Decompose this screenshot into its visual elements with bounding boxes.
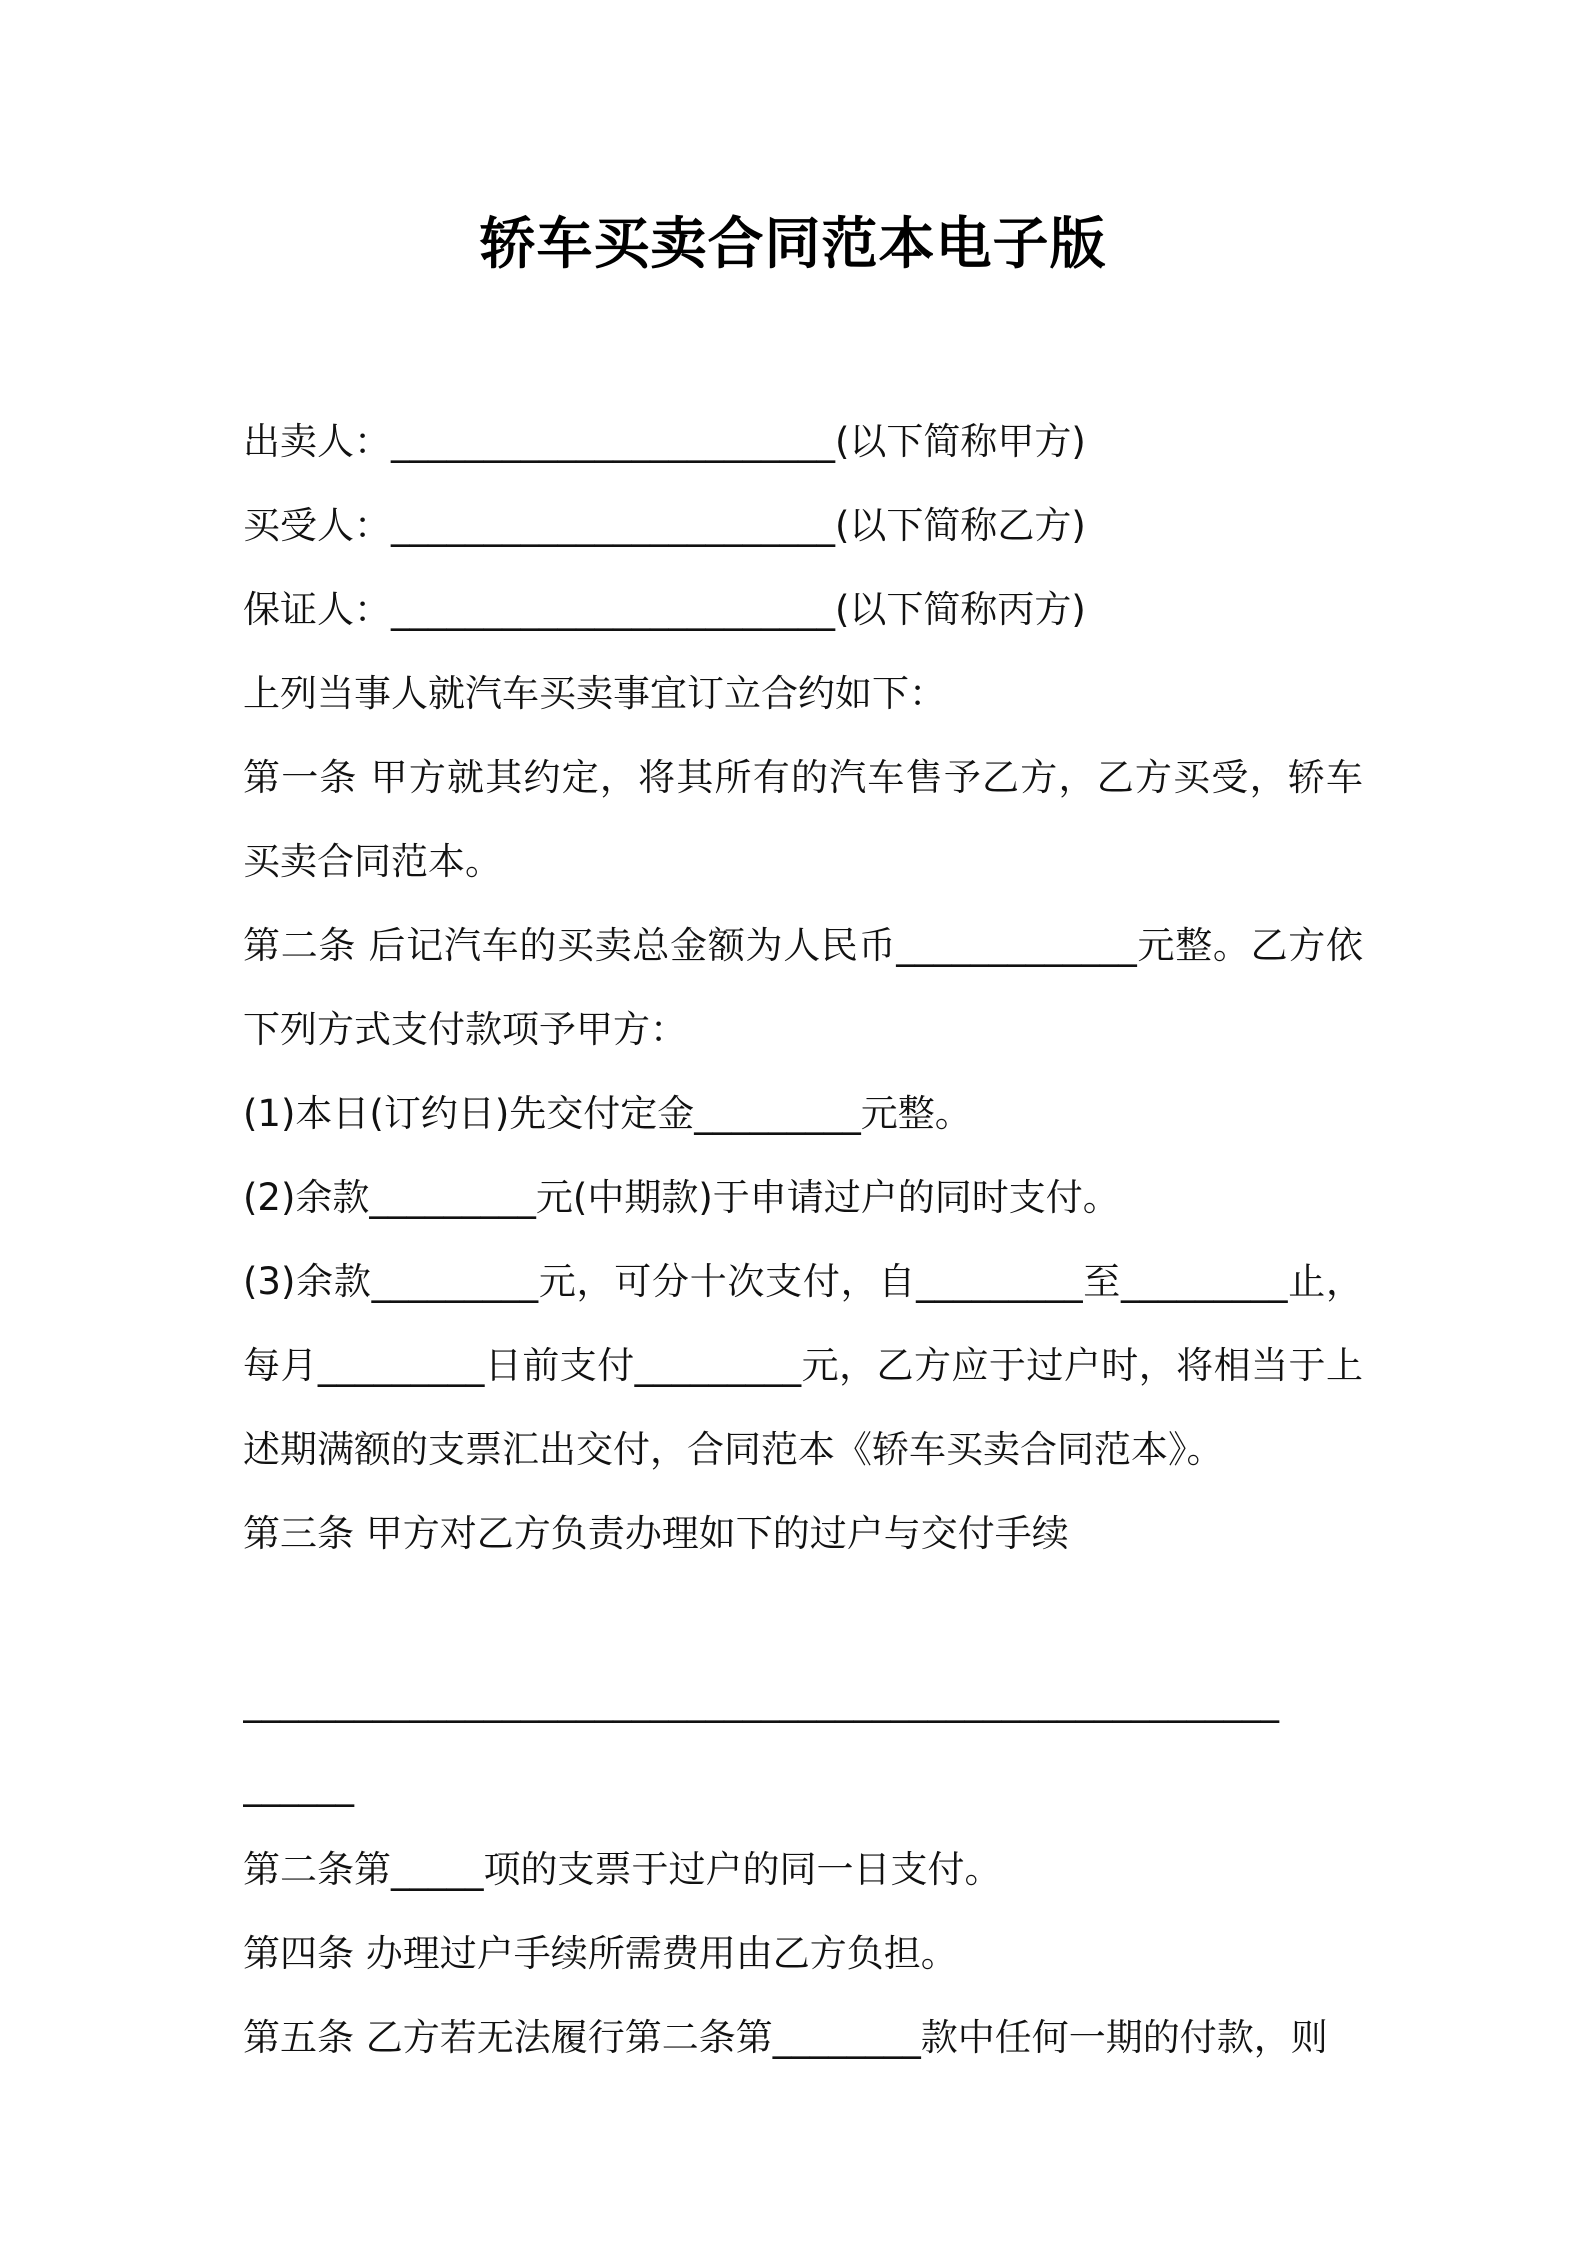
article-3-blank-1: ________________________________________________________ [243,1680,1279,1723]
article-3-blank-line [243,1660,1363,1744]
contract-body [243,400,1363,2080]
seller-line: 出卖人：________________________(以下简称甲方) [243,420,1086,463]
article-2-item-note: 第二条第_____项的支票于过户的同一日支付。 [243,1848,1002,1891]
intro-paragraph: 上列当事人就汽车买卖事宜订立合约如下： [243,672,946,715]
page-title: 轿车买卖合同范本电子版 [479,212,1107,277]
buyer-line: 买受人：________________________(以下简称乙方) [243,504,1086,547]
article-3-blank-2: ______ [243,1764,354,1807]
payment-item-1: (1)本日(订约日)先交付定金_________元整。 [243,1092,972,1135]
guarantor-line: 保证人：________________________(以下简称丙方) [243,588,1086,631]
payment-item-2: (2)余款_________元(中期款)于申请过户的同时支付。 [243,1176,1120,1219]
payment-item-3: (3)余款_________元，可分十次支付，自_________至_________止，每月_________日前支付_________元，乙方应于过户时，将相当于上述期满额的支票汇出交付，合同范本《轿车买卖合同范本》。 [243,1260,1363,1471]
article-4: 第四条 办理过户手续所需费用由乙方负担。 [243,1932,958,1975]
article-2: 第二条 后记汽车的买卖总金额为人民币_____________元整。乙方依下列方式支付款项予甲方： [243,924,1363,1051]
article-5: 第五条 乙方若无法履行第二条第________款中任何一期的付款，则 [243,2016,1328,2059]
article-3: 第三条 甲方对乙方负责办理如下的过户与交付手续 [243,1512,1069,1555]
article-1: 第一条 甲方就其约定，将其所有的汽车售予乙方，乙方买受，轿车买卖合同范本。 [243,756,1363,883]
article-3-blank-line-2 [243,1744,1363,1828]
